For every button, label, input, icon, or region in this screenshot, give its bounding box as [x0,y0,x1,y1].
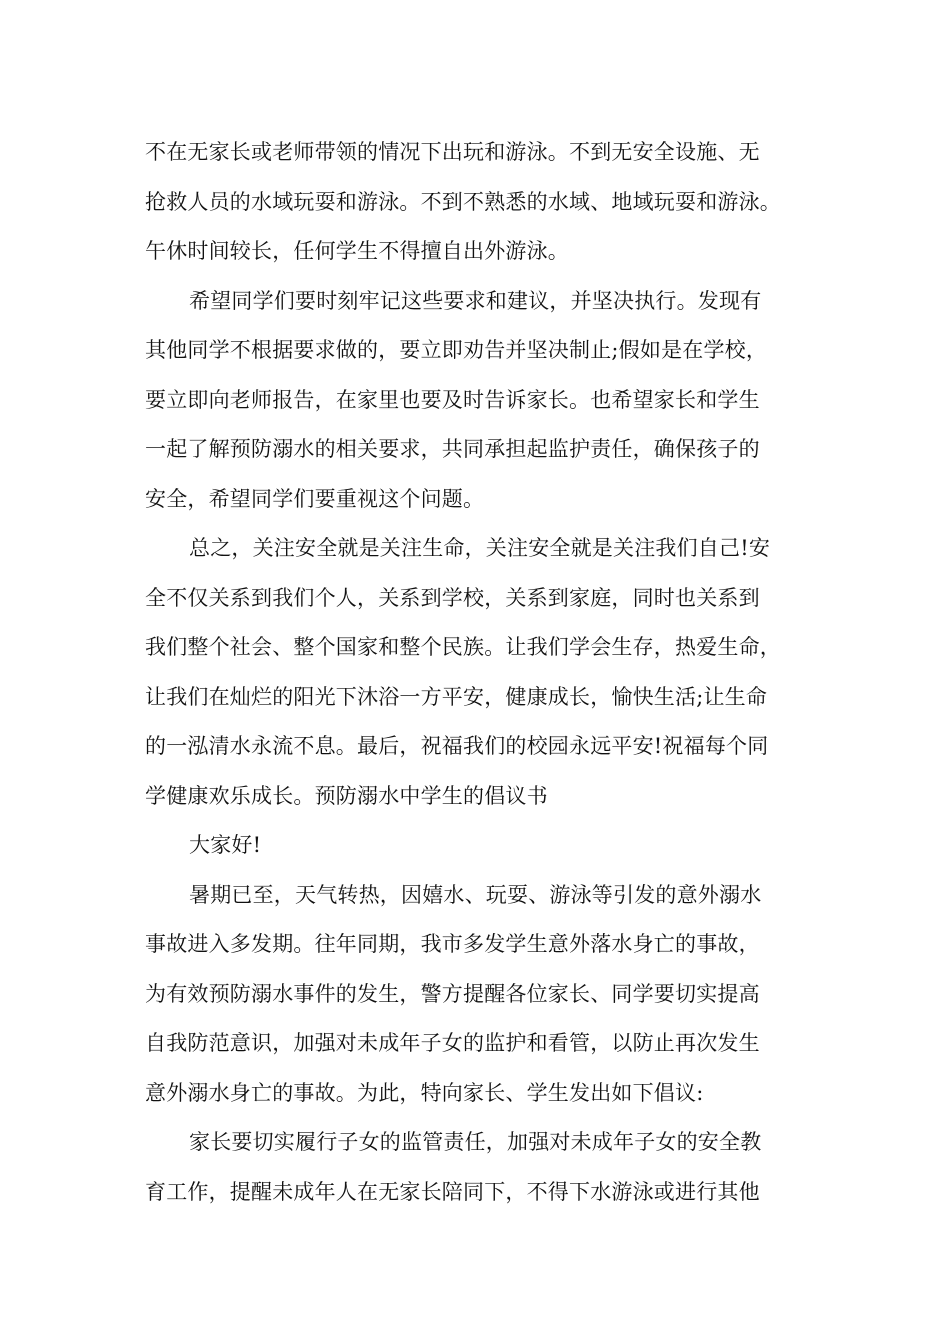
paragraph-start-line: 家长要切实履行子女的监管责任，加强对未成年子女的安全教 [189,1130,762,1154]
text-line: 抢救人员的水域玩耍和游泳。不到不熟悉的水域、地域玩耍和游泳。 [145,190,781,214]
text-line: 全不仅关系到我们个人，关系到学校，关系到家庭，同时也关系到 [145,586,760,610]
text-line: 意外溺水身亡的事故。为此，特向家长、学生发出如下倡议: [145,1081,704,1105]
text-line: 的一泓清水永流不息。最后，祝福我们的校园永远平安!祝福每个同 [145,734,769,758]
text-line: 一起了解预防溺水的相关要求，共同承担起监护责任，确保孩子的 [145,437,760,461]
text-line: 事故进入多发期。往年同期，我市多发学生意外落水身亡的事故， [145,932,760,956]
paragraph-start-line: 暑期已至，天气转热，因嬉水、玩耍、游泳等引发的意外溺水 [189,883,762,907]
text-line: 安全，希望同学们要重视这个问题。 [145,487,485,511]
text-line: 学健康欢乐成长。预防溺水中学生的倡议书 [145,784,548,808]
text-line: 不在无家长或老师带领的情况下出玩和游泳。不到无安全设施、无 [145,140,760,164]
text-line: 午休时间较长，任何学生不得擅自出外游泳。 [145,239,569,263]
text-line: 让我们在灿烂的阳光下沐浴一方平安，健康成长，愉快生活;让生命 [145,685,768,709]
text-line: 自我防范意识，加强对未成年子女的监护和看管，以防止再次发生 [145,1031,760,1055]
text-line: 我们整个社会、整个国家和整个民族。让我们学会生存，热爱生命， [145,635,781,659]
text-line: 要立即向老师报告，在家里也要及时告诉家长。也希望家长和学生 [145,388,760,412]
paragraph-start-line: 总之，关注安全就是关注生命，关注安全就是关注我们自己!安 [189,536,771,560]
text-line: 为有效预防溺水事件的发生，警方提醒各位家长、同学要切实提高 [145,982,760,1006]
paragraph-start-line: 希望同学们要时刻牢记这些要求和建议，并坚决执行。发现有 [189,289,762,313]
text-line: 其他同学不根据要求做的，要立即劝告并坚决制止;假如是在学校， [145,338,768,362]
text-line: 育工作，提醒未成年人在无家长陪同下，不得下水游泳或进行其他 [145,1180,760,1204]
salutation-line: 大家好! [189,833,262,857]
